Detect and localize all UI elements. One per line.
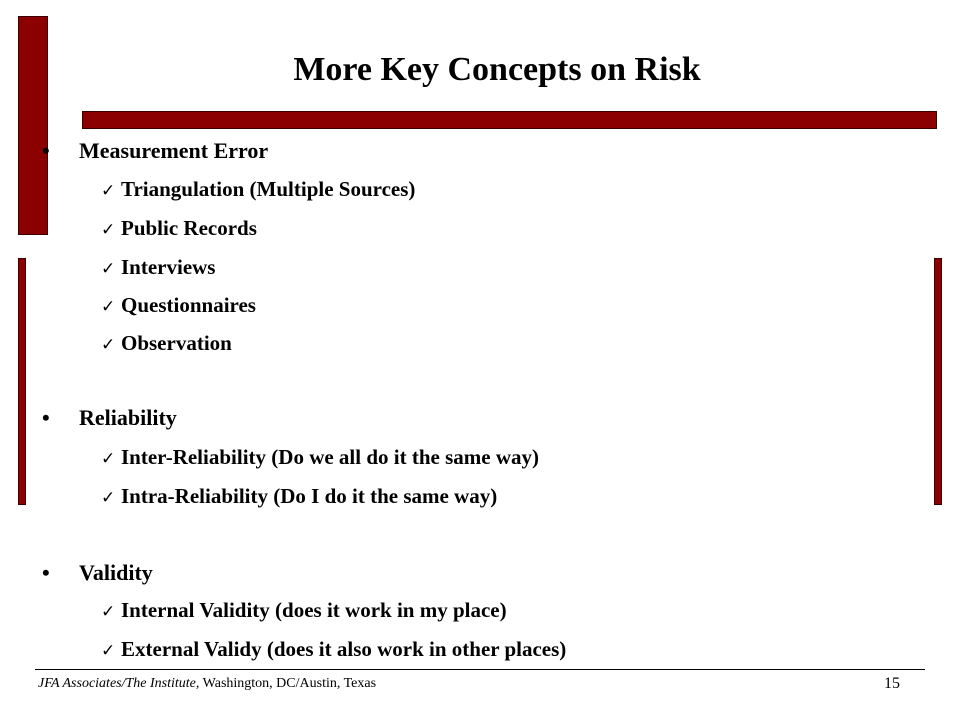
section-heading-validity: • Validity bbox=[42, 560, 153, 585]
page-number: 15 bbox=[884, 675, 900, 692]
list-item: ✓ Triangulation (Multiple Sources) bbox=[101, 175, 415, 205]
footer-organization: JFA Associates/The Institute, bbox=[38, 676, 200, 691]
bullet-icon: • bbox=[42, 138, 50, 163]
footer-divider bbox=[35, 669, 925, 670]
bullet-icon: • bbox=[42, 405, 50, 430]
section-heading-measurement-error: • Measurement Error bbox=[42, 138, 269, 163]
section-heading-reliability: • Reliability bbox=[42, 405, 177, 430]
checkmark-icon: ✓ bbox=[101, 259, 116, 279]
list-item: ✓ Internal Validity (does it work in my place) bbox=[101, 596, 507, 626]
footer-text bbox=[38, 674, 376, 694]
list-item: ✓ Public Records bbox=[101, 214, 257, 244]
list-item: ✓ External Validy (does it also work in other places) bbox=[101, 635, 566, 665]
checkmark-icon: ✓ bbox=[101, 641, 116, 661]
checkmark-icon: ✓ bbox=[101, 488, 116, 508]
slide-title: More Key Concepts on Risk bbox=[293, 51, 701, 88]
bullet-icon: • bbox=[42, 560, 50, 585]
checkmark-icon: ✓ bbox=[101, 602, 116, 622]
decorative-bar-right bbox=[934, 258, 942, 505]
list-item: ✓ Interviews bbox=[101, 253, 215, 283]
list-item: ✓ Observation bbox=[101, 329, 232, 359]
checkmark-icon: ✓ bbox=[101, 297, 116, 317]
list-item: ✓ Intra-Reliability (Do I do it the same way) bbox=[101, 482, 497, 512]
decorative-bar-left bbox=[18, 258, 26, 505]
checkmark-icon: ✓ bbox=[101, 335, 116, 355]
list-item: ✓ Questionnaires bbox=[101, 291, 256, 321]
footer-location: Washington, DC/Austin, Texas bbox=[199, 676, 377, 691]
checkmark-icon: ✓ bbox=[101, 220, 116, 240]
decorative-bar-horizontal bbox=[82, 111, 937, 129]
list-item: ✓ Inter-Reliability (Do we all do it the same way) bbox=[101, 443, 539, 473]
checkmark-icon: ✓ bbox=[101, 449, 116, 469]
checkmark-icon: ✓ bbox=[101, 181, 116, 201]
